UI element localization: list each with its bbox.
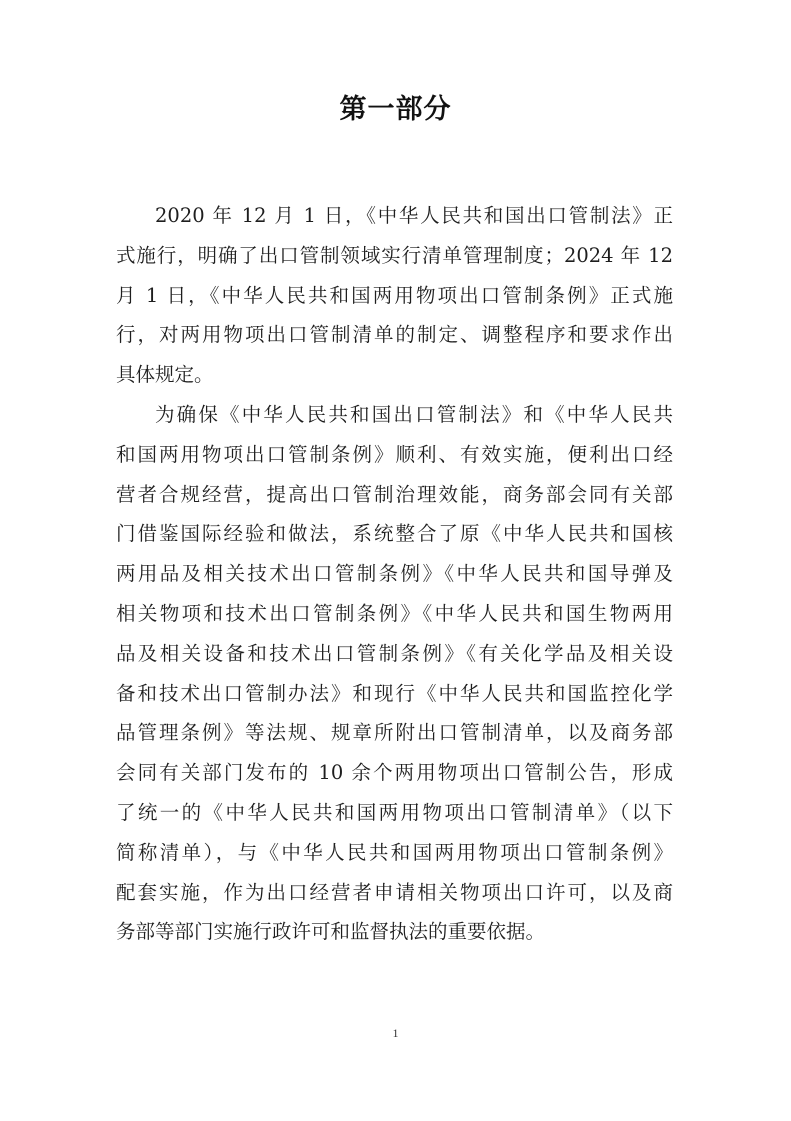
text-line: 简称清单），与《中华人民共和国两用物项出口管制条例》 [116,840,673,864]
text-line: 品管理条例》等法规、规章所附出口管制清单，以及商务部 [116,721,673,745]
page-number: 1 [392,1026,399,1040]
text-line: 配套实施，作为出口经营者申请相关物项出口许可，以及商 [116,880,673,904]
text-line: 和国两用物项出口管制条例》顺利、有效实施，便利出口经 [116,442,673,466]
body-text [116,196,673,952]
text-line: 相关物项和技术出口管制条例》《中华人民共和国生物两用 [116,601,673,625]
paragraph-1 [116,196,673,395]
text-line: 式施行，明确了出口管制领域实行清单管理制度；2024 年 12 [116,243,673,267]
paragraph-2 [116,395,673,952]
text-line: 月 1 日，《中华人民共和国两用物项出口管制条例》正式施 [116,283,673,307]
text-line: 品及相关设备和技术出口管制条例》《有关化学品及相关设 [116,641,673,665]
text-line: 门借鉴国际经验和做法，系统整合了原《中华人民共和国核 [116,522,673,546]
text-line: 行，对两用物项出口管制清单的制定、调整程序和要求作出 [116,323,673,347]
page-title: 第一部分 [339,94,452,125]
text-line: 务部等部门实施行政许可和监督执法的重要依据。 [116,920,546,944]
text-line: 两用品及相关技术出口管制条例》《中华人民共和国导弹及 [116,562,673,586]
text-line: 2020 年 12 月 1 日，《中华人民共和国出口管制法》正 [155,204,673,227]
text-line: 为确保《中华人民共和国出口管制法》和《中华人民共 [155,402,673,426]
text-line: 具体规定。 [116,363,214,387]
text-line: 备和技术出口管制办法》和现行《中华人民共和国监控化学 [116,681,673,705]
text-line: 营者合规经营，提高出口管制治理效能，商务部会同有关部 [116,482,673,506]
text-line: 会同有关部门发布的 10 余个两用物项出口管制公告，形成 [116,761,673,785]
text-line: 了统一的《中华人民共和国两用物项出口管制清单》（以下 [116,800,673,824]
